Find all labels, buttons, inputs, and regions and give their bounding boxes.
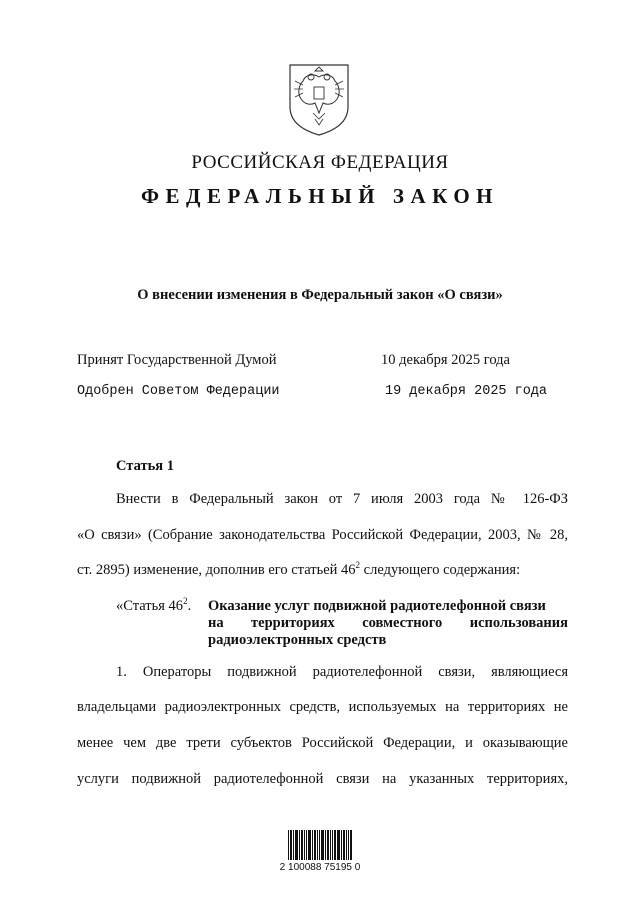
quoted-article-title-line: на территориях совместного использования — [208, 615, 568, 631]
coat-of-arms-icon — [287, 63, 351, 137]
barcode-number: 2 100088 75195 0 — [279, 862, 361, 873]
law-subject: О внесении изменения в Федеральный закон «О связи» — [137, 287, 503, 303]
article-heading: Статья 1 — [116, 458, 174, 474]
paragraph-line: менее чем две трети субъектов Российской Федерации, и оказывающие — [77, 735, 568, 751]
law-type-title: ФЕДЕРАЛЬНЫЙ ЗАКОН — [141, 184, 499, 208]
quoted-article-title-line: Оказание услуг подвижной радиотелефонной связи — [208, 598, 546, 614]
council-approval-date: 19 декабря 2025 года — [385, 384, 548, 399]
duma-adoption-date: 10 декабря 2025 года — [381, 352, 510, 368]
quoted-article-number: «Статья $46^2$. — [116, 596, 192, 614]
paragraph-line: 1. Операторы подвижной радиотелефонной связи, являющиеся — [116, 664, 568, 680]
quoted-article-title-line: радиоэлектронных средств — [208, 632, 387, 648]
paragraph-line: владельцами радиоэлектронных средств, используемых на территориях не — [77, 699, 568, 715]
article-text-line: Внести в Федеральный закон от 7 июля 2003 года № 126-ФЗ — [116, 491, 568, 507]
barcode-icon — [288, 830, 352, 860]
article-text-line: «О связи» (Собрание законодательства Российской Федерации, 2003, № 28, — [77, 527, 568, 543]
duma-adoption-label: Принят Государственной Думой — [77, 352, 277, 368]
council-approval-label: Одобрен Советом Федерации — [77, 384, 280, 399]
article-text-line: ст. 2895) изменение, дополнив его статьей $46^2$ следующего содержания: — [77, 560, 521, 578]
paragraph-line: услуги подвижной радиотелефонной связи на указанных территориях, — [77, 771, 568, 787]
country-name: РОССИЙСКАЯ ФЕДЕРАЦИЯ — [191, 152, 449, 173]
